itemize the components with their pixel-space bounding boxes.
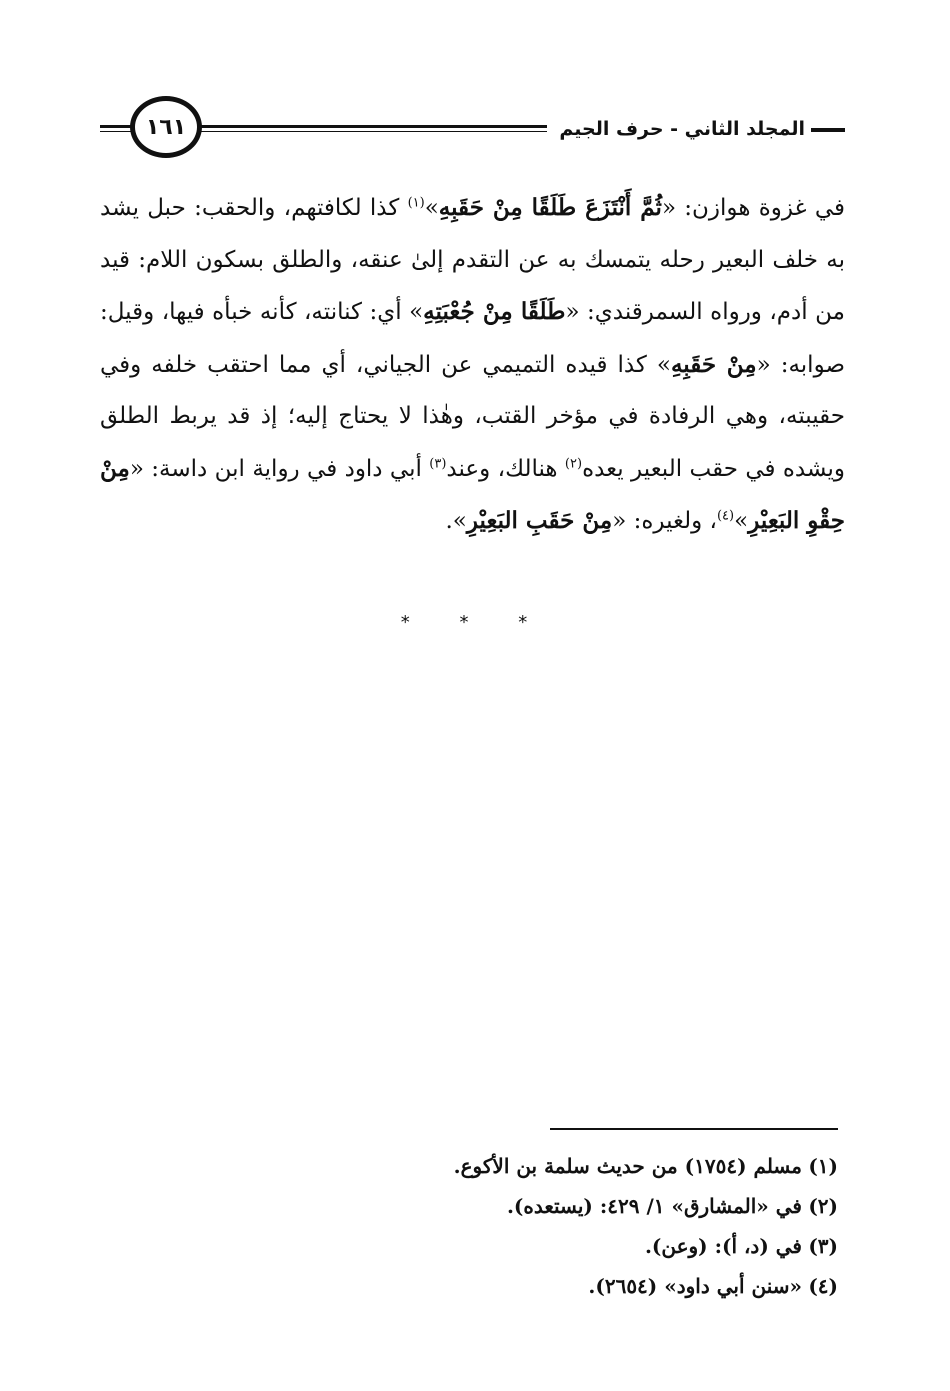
hadith-quote: مِنْ حَقَبِهِ: [670, 350, 757, 378]
quote-mark: »: [734, 508, 749, 534]
hadith-quote: مِنْ حِقْوِ البَعِيْرِ: [100, 454, 845, 534]
footnote-text: في «المشارق» ١/ ٤٢٩: (يستعده).: [506, 1194, 802, 1218]
page-number: ١٦١: [145, 114, 187, 140]
section-separator: * * *: [400, 612, 550, 633]
text-run: ، ولغيره: «: [612, 508, 717, 534]
hadith-quote: طَلَقًا مِنْ جُعْبَتِهِ: [423, 298, 566, 325]
page-header: [100, 96, 845, 162]
quote-mark: »: [424, 195, 439, 221]
footnote-text: في (د، أ): (وعن).: [644, 1234, 802, 1258]
footnote-item: [300, 1146, 838, 1186]
footnote-text: «سنن أبي داود» (٢٦٥٤).: [588, 1274, 802, 1298]
running-title-text: المجلد الثاني - حرف الجيم: [559, 118, 805, 140]
text-run: » أي: كنانته، كأنه خبأه فيها، وقيل: صوابه: «: [100, 299, 845, 378]
footnote-number: (٢): [808, 1194, 838, 1218]
running-title: [547, 112, 845, 146]
footnotes: [300, 1146, 838, 1306]
text-run: كذا لكافتهم، والحقب: حبل يشد به خلف البعير رحله يتمسك به عن التقدم إلىٰ عنقه، والطلق بسكون اللام: قيد من أدم، ورواه السمرقندي: «: [100, 195, 845, 325]
text-run: هنالك، وعند: [446, 455, 565, 482]
hadith-quote: ثُمَّ أَنْتَزَعَ طَلَقًا مِنْ حَقَبِهِ: [438, 194, 662, 221]
title-dash-ornament: [811, 128, 845, 132]
footnote-item: [300, 1266, 838, 1306]
text-run: في غزوة هوازن: «: [661, 195, 845, 221]
text-run: » كذا قيده التميمي عن الجياني، أي مما احتقب خلفه وفي حقيبته، وهي الرفادة في مؤخر القتب، وهٰذا لا يحتاج إليه؛ إذ قد يربط الطلق ويشده في حقب البعير يعده: [100, 351, 846, 482]
footnote-rule: [550, 1128, 838, 1130]
text-run: ».: [445, 508, 467, 534]
footnote-item: [300, 1226, 838, 1266]
page-number-badge: [130, 96, 202, 158]
footnote-ref: (٢): [564, 455, 583, 471]
footnote-number: (٣): [808, 1234, 838, 1258]
hadith-quote: مِنْ حَقَبِ البَعِيْرِ: [466, 507, 613, 534]
footnote-text: مسلم (١٧٥٤) من حديث سلمة بن الأكوع.: [453, 1154, 802, 1178]
footnote-ref: (٤): [716, 508, 735, 524]
body-paragraph: [100, 182, 845, 548]
footnote-ref: (١): [407, 195, 425, 211]
footnote-number: (١): [808, 1154, 838, 1178]
text-run: أبي داود في رواية ابن داسة: «: [129, 455, 430, 482]
main-text: [100, 182, 845, 548]
footnote-ref: (٣): [429, 455, 447, 471]
footnote-number: (٤): [808, 1274, 838, 1298]
footnote-item: [300, 1186, 838, 1226]
